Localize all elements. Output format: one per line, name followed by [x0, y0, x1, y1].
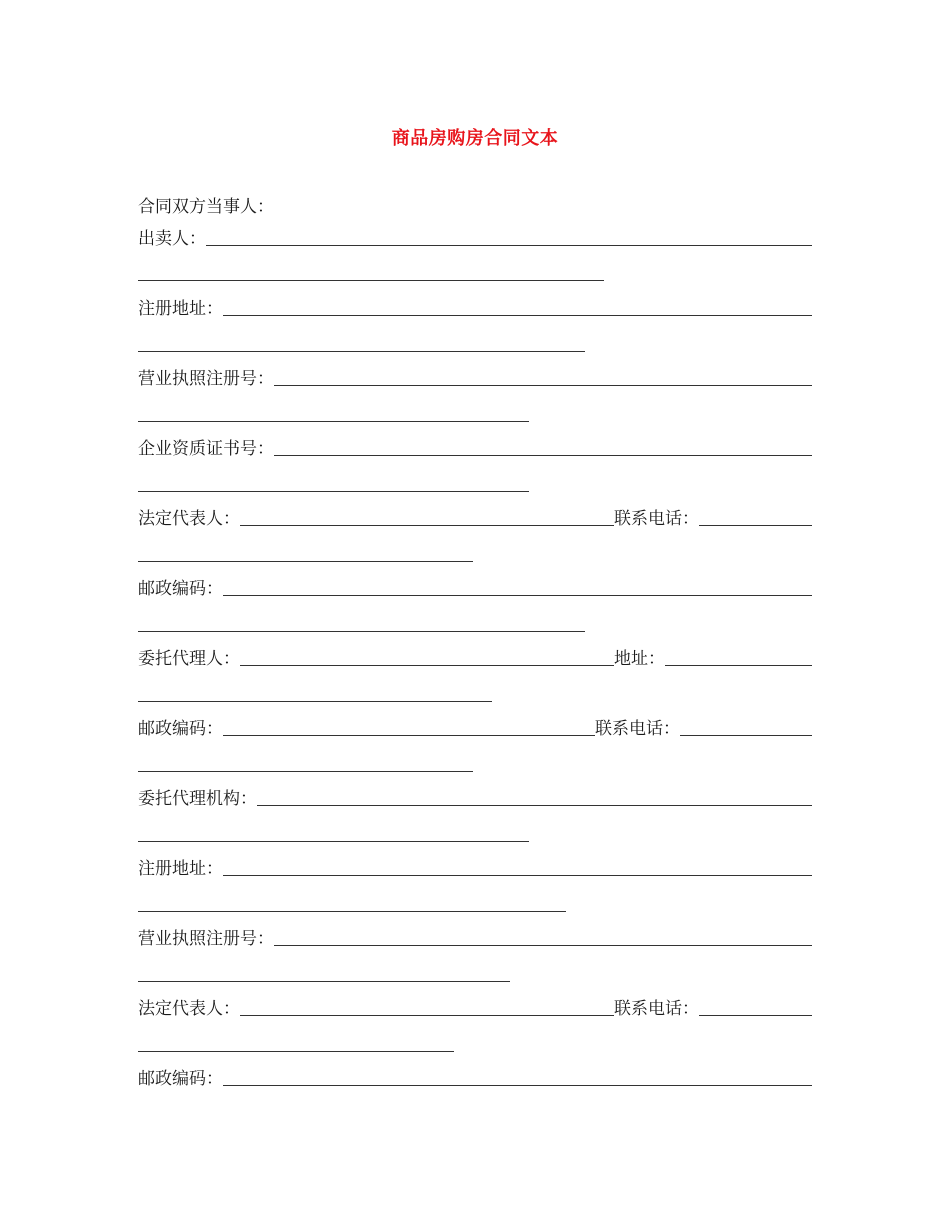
- seller-legal-rep-phone-blank-continued[interactable]: [138, 561, 473, 562]
- agency-reg-address-blank-continued[interactable]: [138, 911, 566, 912]
- seller-legal-rep-phone-label: 联系电话：: [614, 509, 699, 529]
- seller-postcode-label: 邮政编码：: [138, 579, 223, 599]
- agency-reg-address-blank[interactable]: [223, 875, 812, 876]
- agency-reg-address-label: 注册地址：: [138, 859, 223, 879]
- seller-reg-address-blank-continued[interactable]: [138, 351, 585, 352]
- agent-address-blank-continued[interactable]: [138, 701, 492, 702]
- agent-postcode-label: 邮政编码：: [138, 719, 223, 739]
- agency-license-blank[interactable]: [274, 945, 812, 946]
- agency-legal-rep-label: 法定代表人：: [138, 999, 240, 1019]
- agent-phone-blank[interactable]: [680, 735, 812, 736]
- seller-blank-continued[interactable]: [138, 280, 604, 281]
- seller-reg-address-blank[interactable]: [223, 315, 812, 316]
- seller-qualification-field: [138, 436, 812, 460]
- agency-postcode-blank[interactable]: [223, 1085, 812, 1086]
- agency-license-label: 营业执照注册号：: [138, 929, 274, 949]
- agency-postcode-field: [138, 1066, 812, 1090]
- agency-blank-continued[interactable]: [138, 841, 529, 842]
- seller-field: [138, 226, 812, 250]
- seller-license-field: [138, 366, 812, 390]
- seller-postcode-blank[interactable]: [223, 595, 812, 596]
- agent-address-blank[interactable]: [665, 665, 812, 666]
- seller-postcode-blank-continued[interactable]: [138, 631, 585, 632]
- seller-reg-address-field: [138, 296, 812, 320]
- seller-qualification-blank-continued[interactable]: [138, 491, 529, 492]
- seller-legal-rep-blank[interactable]: [240, 525, 614, 526]
- seller-license-blank-continued[interactable]: [138, 421, 529, 422]
- seller-license-label: 营业执照注册号：: [138, 369, 274, 389]
- seller-qualification-label: 企业资质证书号：: [138, 439, 274, 459]
- agency-legal-rep-phone-blank[interactable]: [699, 1015, 812, 1016]
- agent-field: [138, 646, 812, 670]
- agency-reg-address-field: [138, 856, 812, 880]
- seller-legal-rep-label: 法定代表人：: [138, 509, 240, 529]
- parties-heading: 合同双方当事人：: [138, 197, 274, 217]
- agency-blank[interactable]: [257, 805, 812, 806]
- seller-reg-address-label: 注册地址：: [138, 299, 223, 319]
- agent-postcode-blank[interactable]: [223, 735, 595, 736]
- agency-legal-rep-phone-blank-continued[interactable]: [138, 1051, 454, 1052]
- agent-phone-label: 联系电话：: [595, 719, 680, 739]
- agency-legal-rep-phone-label: 联系电话：: [614, 999, 699, 1019]
- seller-qualification-blank[interactable]: [274, 455, 812, 456]
- agent-blank[interactable]: [240, 665, 614, 666]
- document-title: 商品房购房合同文本: [391, 128, 559, 149]
- seller-legal-rep-phone-blank[interactable]: [699, 525, 812, 526]
- agency-license-field: [138, 926, 812, 950]
- agent-postcode-field: [138, 716, 812, 740]
- agency-field: [138, 786, 812, 810]
- agency-label: 委托代理机构：: [138, 789, 257, 809]
- agent-label: 委托代理人：: [138, 649, 240, 669]
- seller-legal-rep-field: [138, 506, 812, 530]
- seller-license-blank[interactable]: [274, 385, 812, 386]
- seller-label: 出卖人：: [138, 229, 206, 249]
- seller-postcode-field: [138, 576, 812, 600]
- agent-address-label: 地址：: [614, 649, 665, 669]
- agent-phone-blank-continued[interactable]: [138, 771, 473, 772]
- agency-license-blank-continued[interactable]: [138, 981, 510, 982]
- seller-blank[interactable]: [206, 245, 812, 246]
- agency-legal-rep-blank[interactable]: [240, 1015, 614, 1016]
- agency-postcode-label: 邮政编码：: [138, 1069, 223, 1089]
- agency-legal-rep-field: [138, 996, 812, 1020]
